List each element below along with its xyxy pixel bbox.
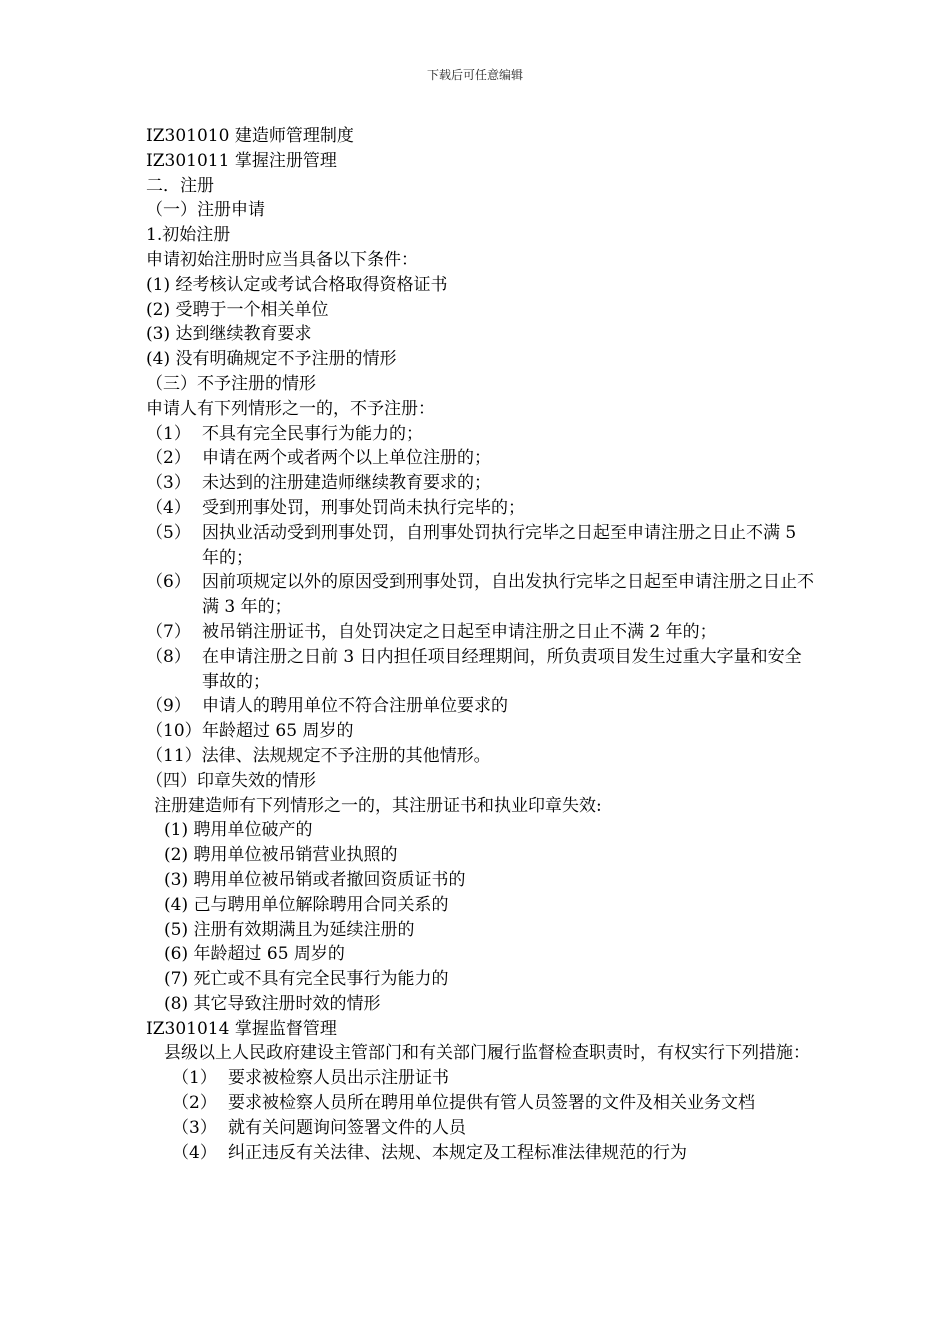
list-item	[146, 471, 816, 496]
section-title: IZ301010 建造师管理制度	[146, 126, 354, 146]
list-item: (4) 没有明确规定不予注册的情形	[146, 349, 397, 370]
list-text: 因执业活动受到刑事处罚，自刑事处罚执行完毕之日起至申请注册之日止不满 5 年的；	[202, 522, 797, 568]
list-item: (6) 年龄超过 65 周岁的	[164, 944, 345, 965]
list-item	[146, 570, 816, 620]
list-number: （4）	[172, 1142, 217, 1163]
paragraph	[146, 1041, 816, 1066]
subsection-title: IZ301014 掌握监督管理	[146, 1018, 337, 1039]
list-item: (4) 己与聘用单位解除聘用合同关系的	[164, 894, 449, 915]
list-text: 被吊销注册证书，自处罚决定之日起至申请注册之日止不满 2 年的；	[202, 621, 717, 642]
list-text: 在申请注册之日前 3 日内担任项目经理期间，所负责项目发生过重大字量和安全事故的；	[202, 646, 802, 692]
list-number: （10）	[146, 721, 202, 742]
list-number: （1）	[172, 1068, 217, 1089]
list-text: 受到刑事处罚，刑事处罚尚未执行完毕的；	[202, 497, 525, 518]
paragraph: 申请人有下列情形之一的，不予注册：	[146, 398, 435, 419]
list-text: 年龄超过 65 周岁的	[202, 721, 354, 742]
list-item: (1) 经考核认定或考试合格取得资格证书	[146, 274, 448, 295]
list-number: （8）	[146, 646, 191, 667]
list-item	[146, 620, 816, 645]
list-text: 不具有完全民事行为能力的；	[202, 423, 423, 444]
list-number: （7）	[146, 621, 191, 642]
list-number: （2）	[172, 1093, 217, 1114]
list-item	[146, 1091, 816, 1116]
heading-application: （一）注册申请	[146, 200, 265, 221]
list-text: 未达到的注册建造师继续教育要求的；	[202, 473, 491, 494]
list-number: （1）	[146, 423, 191, 444]
list-item: (5) 注册有效期满且为延续注册的	[164, 919, 415, 940]
list-item	[146, 521, 816, 571]
list-item	[146, 422, 816, 447]
list-text: 申请人的聘用单位不符合注册单位要求的	[202, 696, 508, 717]
list-item: (7) 死亡或不具有完全民事行为能力的	[164, 969, 449, 990]
list-text: 纠正违反有关法律、法规、本规定及工程标准法律规范的行为	[228, 1142, 687, 1163]
list-text: 要求被检察人员出示注册证书	[228, 1068, 449, 1089]
paragraph: 申请初始注册时应当具备以下条件：	[146, 249, 418, 270]
paragraph-text: 县级以上人民政府建设主管部门和有关部门履行监督检查职责时，有权实行下列措施：	[164, 1043, 810, 1064]
list-number: （4）	[146, 497, 191, 518]
list-item: (8) 其它导致注册时效的情形	[164, 993, 381, 1014]
list-number: （3）	[172, 1117, 217, 1138]
list-number: （2）	[146, 448, 191, 469]
list-item	[146, 446, 816, 471]
heading-seal-invalid: （四）印章失效的情形	[146, 770, 316, 791]
list-item: (1) 聘用单位破产的	[164, 820, 313, 841]
heading-registration: 二．注册	[146, 175, 214, 196]
list-item: (3) 达到继续教育要求	[146, 324, 312, 345]
heading-no-registration: （三）不予注册的情形	[146, 373, 316, 394]
list-item	[146, 1116, 816, 1141]
document-body	[146, 124, 816, 1165]
list-text: 要求被检察人员所在聘用单位提供有管人员签署的文件及相关业务文档	[228, 1093, 755, 1114]
heading-initial: 1.初始注册	[146, 225, 231, 246]
list-item	[146, 719, 816, 744]
list-item	[146, 645, 816, 695]
list-text: 因前项规定以外的原因受到刑事处罚，自出发执行完毕之日起至申请注册之日止不满 3 年的；	[202, 572, 814, 618]
list-text: 申请在两个或者两个以上单位注册的；	[202, 448, 491, 469]
page-header: 下载后可任意编辑	[426, 68, 523, 82]
list-item	[146, 1141, 816, 1166]
paragraph: 注册建造师有下列情形之一的，其注册证书和执业印章失效:	[154, 795, 602, 816]
list-number: （5）	[146, 522, 191, 543]
list-item	[146, 496, 816, 521]
list-item	[146, 694, 816, 719]
list-item: （11）法律、法规规定不予注册的其他情形。	[146, 745, 491, 766]
list-item: (3) 聘用单位被吊销或者撤回资质证书的	[164, 869, 466, 890]
list-number: （6）	[146, 572, 191, 593]
list-text: 就有关问题询问签署文件的人员	[228, 1117, 466, 1138]
list-number: （3）	[146, 473, 191, 494]
list-number: （9）	[146, 696, 191, 717]
subsection-title: IZ301011 掌握注册管理	[146, 150, 337, 171]
list-item: (2) 聘用单位被吊销营业执照的	[164, 845, 398, 866]
list-item	[146, 1066, 816, 1091]
list-item: (2) 受聘于一个相关单位	[146, 299, 329, 320]
